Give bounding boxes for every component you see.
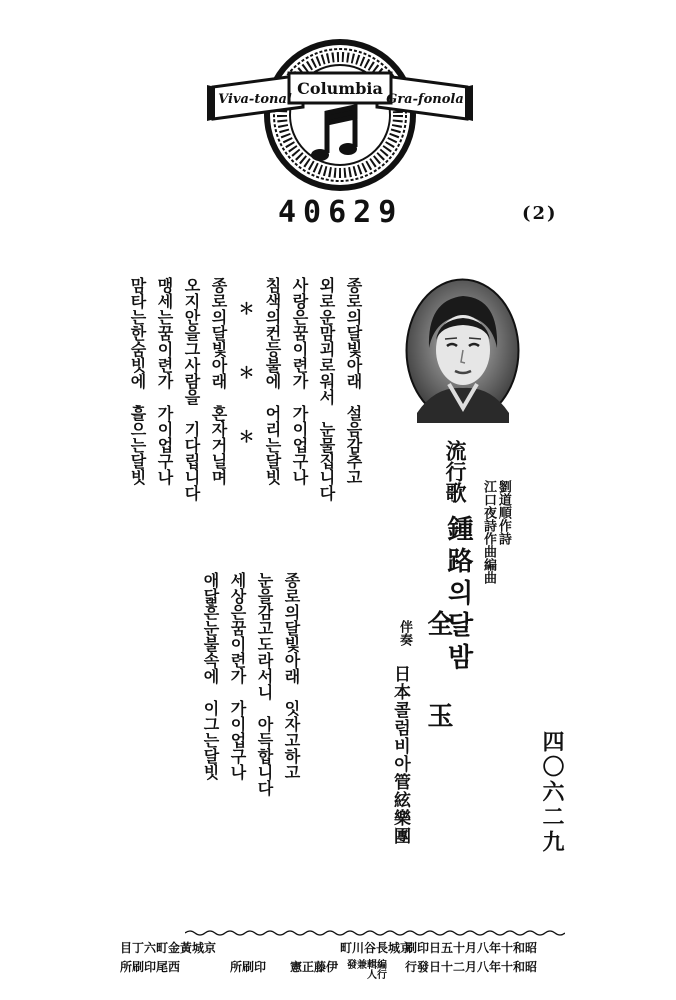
accompaniment: 日本콜럼비아管絃樂團 — [390, 665, 410, 845]
printer-name: 西尾印刷所 — [120, 960, 181, 974]
editor-name: 伊藤正憲 — [290, 960, 339, 974]
lyric-line: 종로의달빛아래 설음감추고 — [344, 277, 363, 485]
editor-label: 編輯兼發行人 — [347, 960, 387, 981]
vertical-catalog-number: 四〇六二九 — [539, 730, 565, 855]
logo-center-text: Columbia — [297, 79, 383, 98]
lyric-line: 종로의달빛아래 혼자거닐며 — [209, 277, 228, 485]
address-1: 京城長谷川町 — [340, 941, 413, 955]
lyric-line: 맘타는한숨빗에 흘으는달빗 — [128, 277, 147, 485]
columbia-logo-graphic — [205, 35, 475, 195]
printer-label: 印刷所 — [230, 960, 267, 974]
song-title: 鍾路의달밤 — [443, 515, 473, 675]
lyric-line: 사랑은꿈이련가 가이업구나 — [290, 277, 309, 485]
accompaniment-label: 伴奏 — [397, 620, 412, 646]
publish-date: 昭和十年八月二十日發行 — [405, 960, 538, 974]
genre-label: 流行歌 — [443, 440, 468, 503]
print-date: 昭和十年八月十五日印刷 — [405, 941, 538, 955]
lyric-line: 맹세는꿈이련가 가이업구나 — [155, 277, 174, 485]
lyric-line: 외로운맘괴로워서 눈물집니다 — [317, 277, 336, 501]
lyric-line: 애닯흔눈불속에 이그는달빗 — [201, 572, 220, 780]
lyricist-credit: 劉道順作詩 — [495, 480, 511, 545]
address-2: 京城黃金町六丁目 — [120, 941, 217, 955]
logo-right-text: Gra-fonola — [386, 92, 464, 107]
singer-name: 全 玉 — [423, 610, 453, 746]
lyric-line: 오지안을그사람을 기다립니다 — [182, 277, 201, 501]
footer-divider — [185, 922, 565, 930]
side-number: (2) — [522, 203, 558, 224]
catalog-number: 40629 — [278, 195, 404, 230]
lyric-line: 침색의컨등불에 어리는달빗 — [263, 277, 282, 485]
lyric-line: 종로의달빛아래 잇자고하고 — [282, 572, 301, 780]
composer-credit: 江口夜詩作曲編曲 — [480, 480, 496, 584]
verse-separator: ＊ ＊ ＊ — [236, 300, 255, 460]
columbia-logo — [205, 35, 475, 195]
lyric-line: 눈을감고도라서니 아득합니다 — [255, 572, 274, 796]
lyric-line: 세상은꿈이련가 가이업구나 — [228, 572, 247, 780]
singer-portrait — [405, 278, 520, 423]
credits — [480, 480, 510, 584]
logo-left-text: Viva-tonal — [218, 92, 292, 107]
